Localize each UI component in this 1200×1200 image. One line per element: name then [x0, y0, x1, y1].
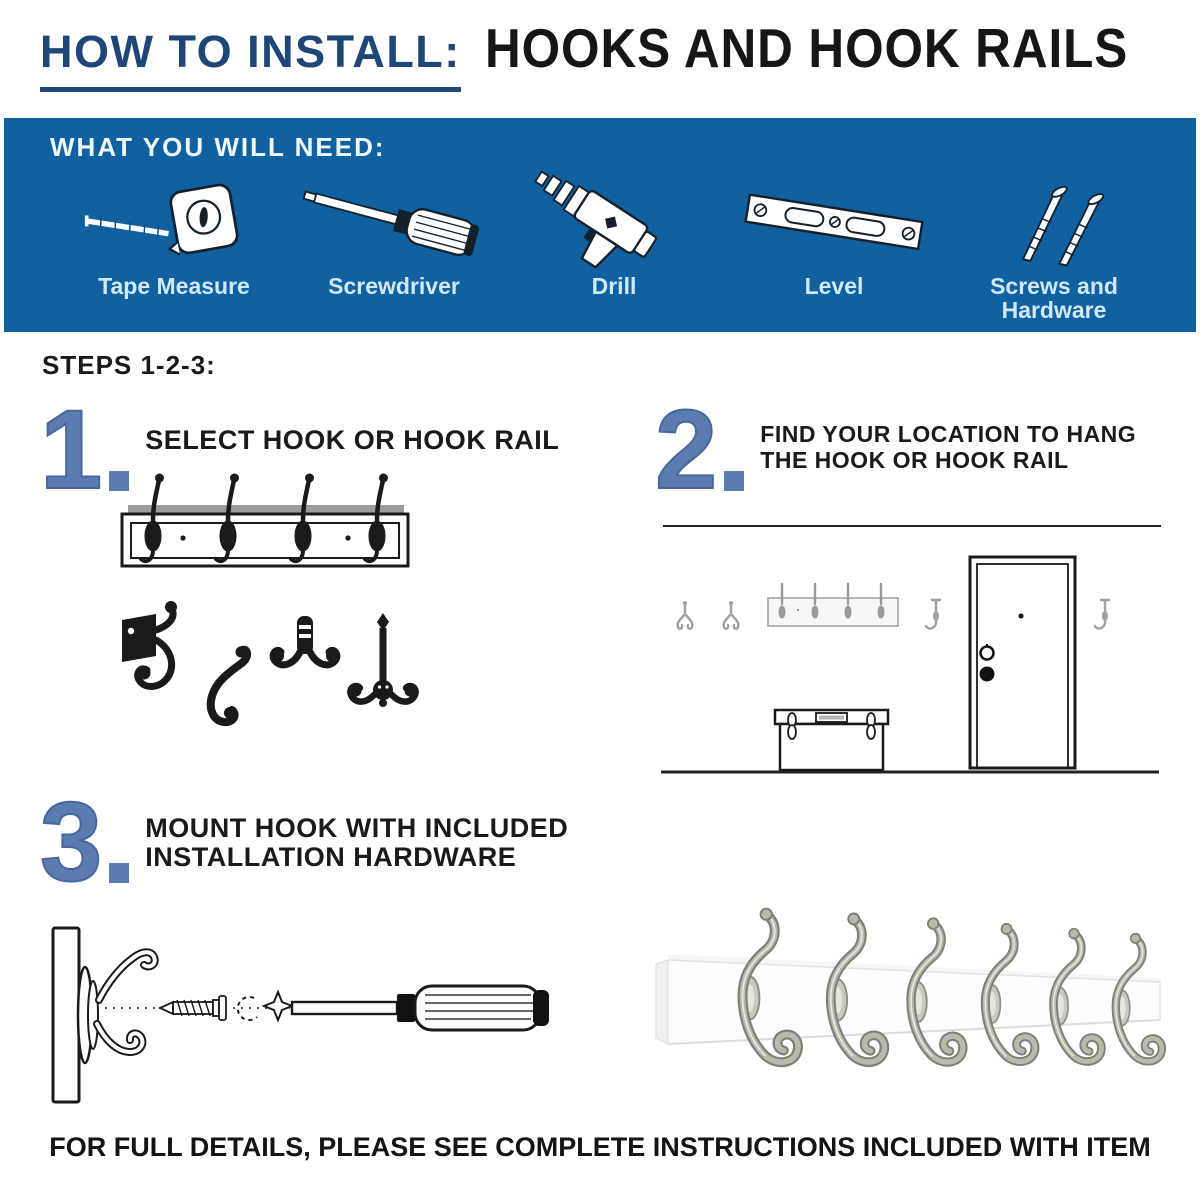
tool-tape-measure: [64, 170, 284, 322]
step-2: [655, 387, 1175, 802]
step-number-period: [109, 863, 129, 883]
tool-screws: [944, 170, 1164, 322]
tool-label: Drill: [591, 273, 637, 299]
tool-label: Tape Measure: [98, 273, 250, 299]
tool-label: Screws and Hardware: [990, 273, 1118, 324]
header-prefix: HOW TO INSTALL:: [40, 26, 461, 92]
divider-line: [663, 525, 1161, 527]
tools-row: [4, 170, 1196, 322]
page-title: HOOKS AND HOOK RAILS: [484, 17, 1128, 79]
step-3-title: MOUNT HOOK WITH INCLUDED INSTALLATION HARDWARE: [145, 813, 569, 873]
step-3: [35, 779, 615, 1128]
tape-measure-icon: [69, 170, 279, 270]
step-3-number: 3: [40, 798, 129, 885]
step-1-number: 1: [40, 406, 129, 493]
mounting-hardware-illustration: [35, 920, 580, 1115]
hook-rail-and-hooks-illustration: [70, 470, 530, 760]
what-you-need-banner: [4, 118, 1196, 332]
step-3-head: [40, 779, 615, 904]
step-2-head: [655, 387, 1175, 512]
steps-label: STEPS 1-2-3:: [42, 350, 216, 380]
page-header: [40, 16, 1199, 92]
step-number-period: [724, 471, 744, 491]
screwdriver-icon: [289, 170, 499, 270]
screws-icon: [949, 170, 1159, 270]
step-1: [40, 387, 615, 778]
tool-screwdriver: [284, 170, 504, 322]
tool-level: [724, 170, 944, 322]
step-1-title: SELECT HOOK OR HOOK RAIL: [145, 425, 560, 455]
drill-icon: [509, 170, 719, 270]
banner-heading: WHAT YOU WILL NEED:: [50, 132, 386, 162]
level-icon: [729, 170, 939, 270]
tool-label: Screwdriver: [328, 273, 460, 299]
wall-location-illustration: [655, 540, 1165, 795]
tool-label: Level: [804, 273, 864, 299]
step-2-title: FIND YOUR LOCATION TO HANG THE HOOK OR HOOK RAIL: [760, 421, 1137, 473]
tool-drill: [504, 170, 724, 322]
step-2-number: 2: [655, 406, 744, 493]
footer-note: FOR FULL DETAILS, PLEASE SEE COMPLETE INSTRUCTIONS INCLUDED WITH ITEM: [49, 1132, 1151, 1162]
product-photo-hook-rail: [650, 868, 1190, 1098]
